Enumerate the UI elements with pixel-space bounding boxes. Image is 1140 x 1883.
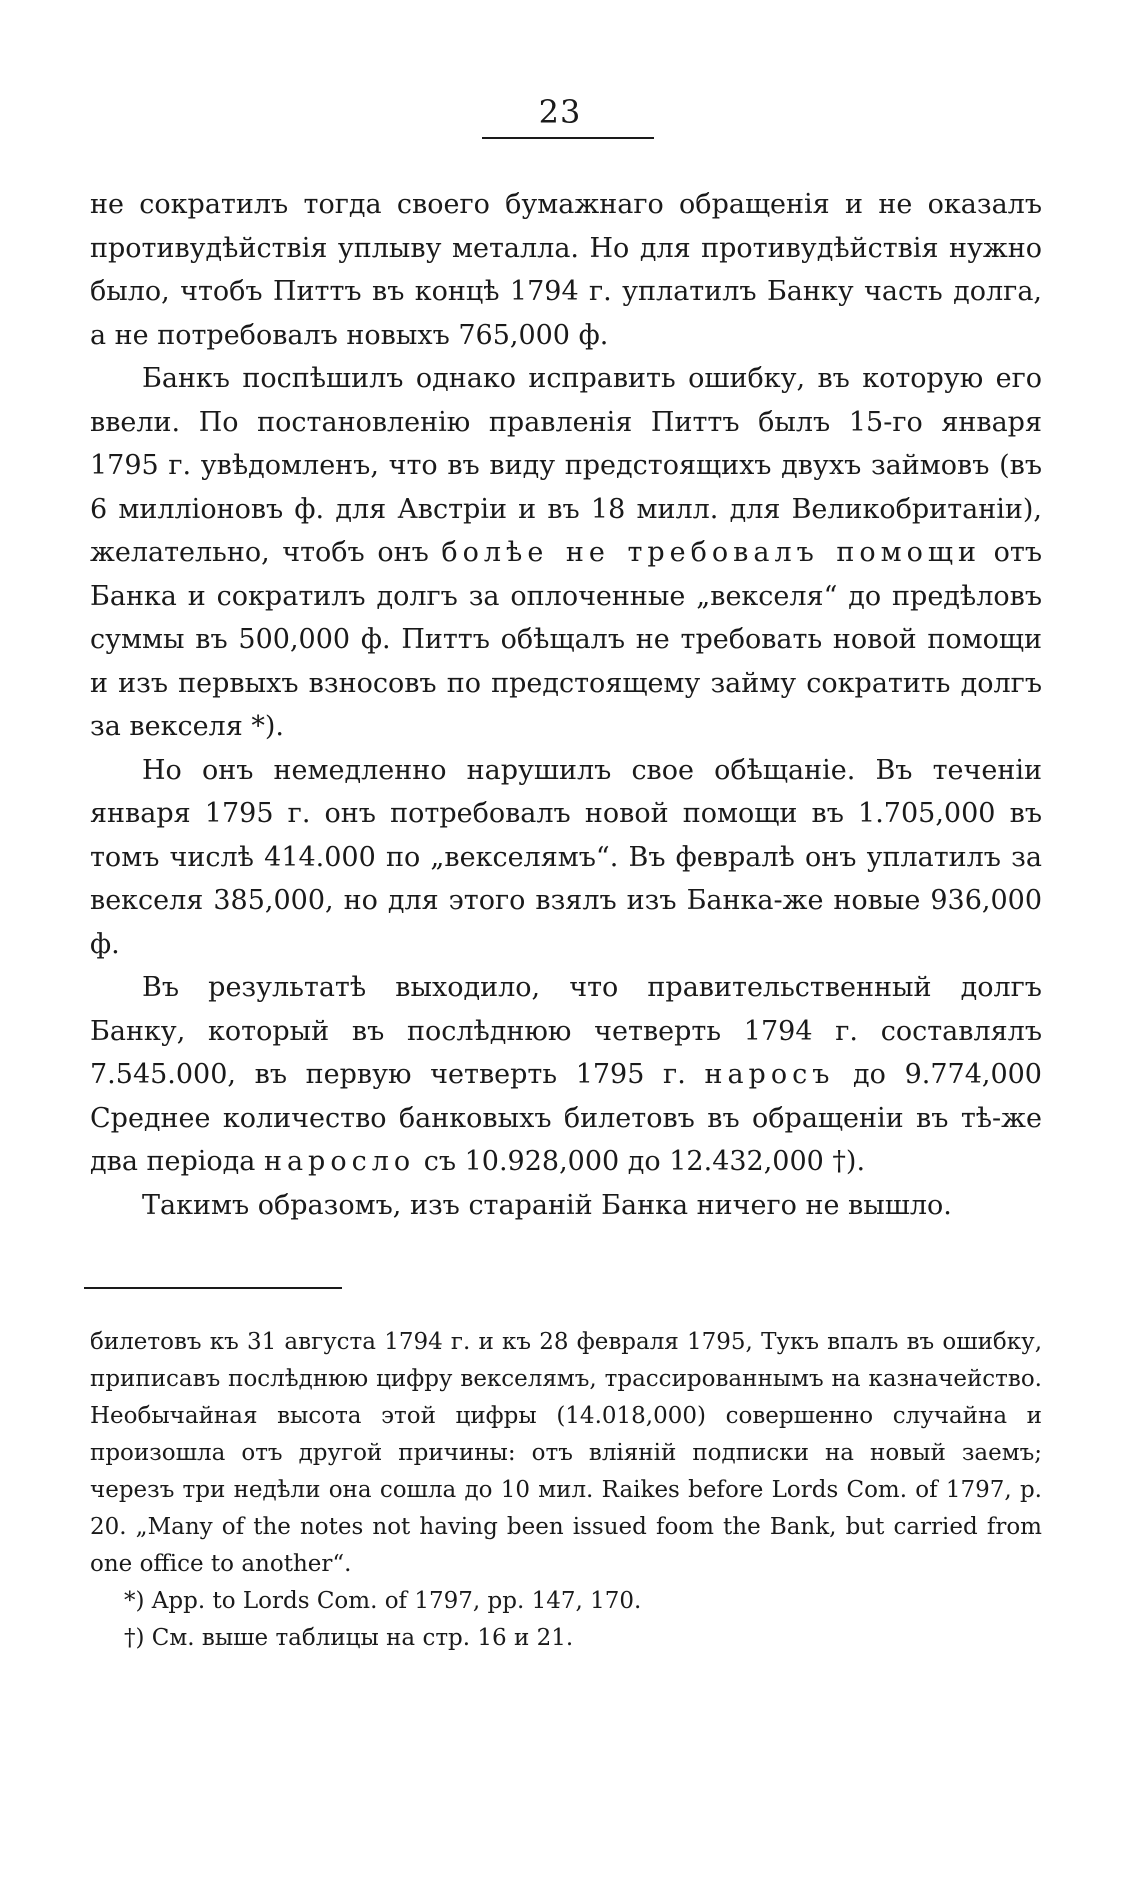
footnote-star: *) App. to Lords Com. of 1797, pp. 147, 170.	[124, 1588, 642, 1614]
paragraph-2-text-a: Банкъ поспѣшилъ однако исправить ошибку, въ которую его ввели. По постановленію правленія Питтъ былъ 15-го января 1795 г. увѣдомленъ, что въ виду предстоящихъ двухъ займовъ (въ 6 милліоновъ ф. для Австріи и въ 18 милл. для Великобританіи), желательно, чтобъ онъ	[90, 363, 1042, 568]
paragraph-4	[90, 966, 1042, 1184]
paragraph-3: Но онъ немедленно нарушилъ свое обѣщаніе. Въ теченіи января 1795 г. онъ потребовалъ новой помощи въ 1.705,000 въ томъ числѣ 414.000 по „векселямъ“. Въ февралѣ онъ уплатилъ за векселя 385,000, но для этого взялъ изъ Банка-же новые 936,000 ф.	[90, 754, 1042, 960]
paragraph-2-emphasis: болѣе не требовалъ помощи	[441, 537, 982, 568]
paragraph-2-text-c: отъ Банка и сократилъ долгъ за оплоченные „векселя“ до предѣловъ суммы въ 500,000 ф. Питтъ обѣщалъ не требовать новой помощи и изъ первыхъ взносовъ по предстоящему займу сократить долгъ за векселя *).	[90, 537, 1042, 742]
page-number: 23	[538, 93, 582, 131]
main-text	[90, 183, 1042, 1227]
page-number-underline	[482, 137, 654, 139]
paragraph-4-text-e: съ 10.928,000 до 12.432,000 †).	[423, 1146, 866, 1177]
footnotes	[90, 1324, 1042, 1657]
paragraph-1: не сократилъ тогда своего бумажнаго обращенія и не оказалъ противудѣйствія уплыву металла. Но для противудѣйствія нужно было, чтобъ Питтъ въ концѣ 1794 г. уплатилъ Банку часть долга, а не потребовалъ новыхъ 765,000 ф.	[90, 189, 1042, 351]
paragraph-5: Такимъ образомъ, изъ стараній Банка ничего не вышло.	[142, 1189, 952, 1221]
paragraph-2	[90, 357, 1042, 749]
paragraph-4-emphasis-2: наросло	[263, 1146, 416, 1177]
footnote-continued: билетовъ къ 31 августа 1794 г. и къ 28 февраля 1795, Тукъ впалъ въ ошибку, приписавъ послѣднюю цифру векселямъ, трассированнымъ на казначейство. Необычайная высота этой цифры (14.018,000) совершенно случайна и произошла отъ другой причины: отъ вліяній подписки на новый заемъ; черезъ три недѣли она сошла до 10 мил. Raikes before Lords Com. of 1797, p. 20. „Many of the notes not having been issued foom the Bank, but carried from one office to another“.	[90, 1329, 1042, 1577]
footnote-separator	[84, 1287, 342, 1289]
paragraph-4-text-a: Въ результатѣ выходило, что правительственный долгъ Банку, который въ послѣднюю четверть 1794 г. составлялъ 7.545.000, въ первую четверть 1795 г.	[90, 972, 1042, 1090]
footnote-dagger: †) См. выше таблицы на стр. 16 и 21.	[124, 1625, 574, 1651]
paragraph-4-text-c: до 9.774,000 Среднее количество банковыхъ билетовъ въ обращеніи въ тѣ-же два періода	[90, 1059, 1042, 1177]
paragraph-4-emphasis-1: наросъ	[704, 1059, 835, 1090]
